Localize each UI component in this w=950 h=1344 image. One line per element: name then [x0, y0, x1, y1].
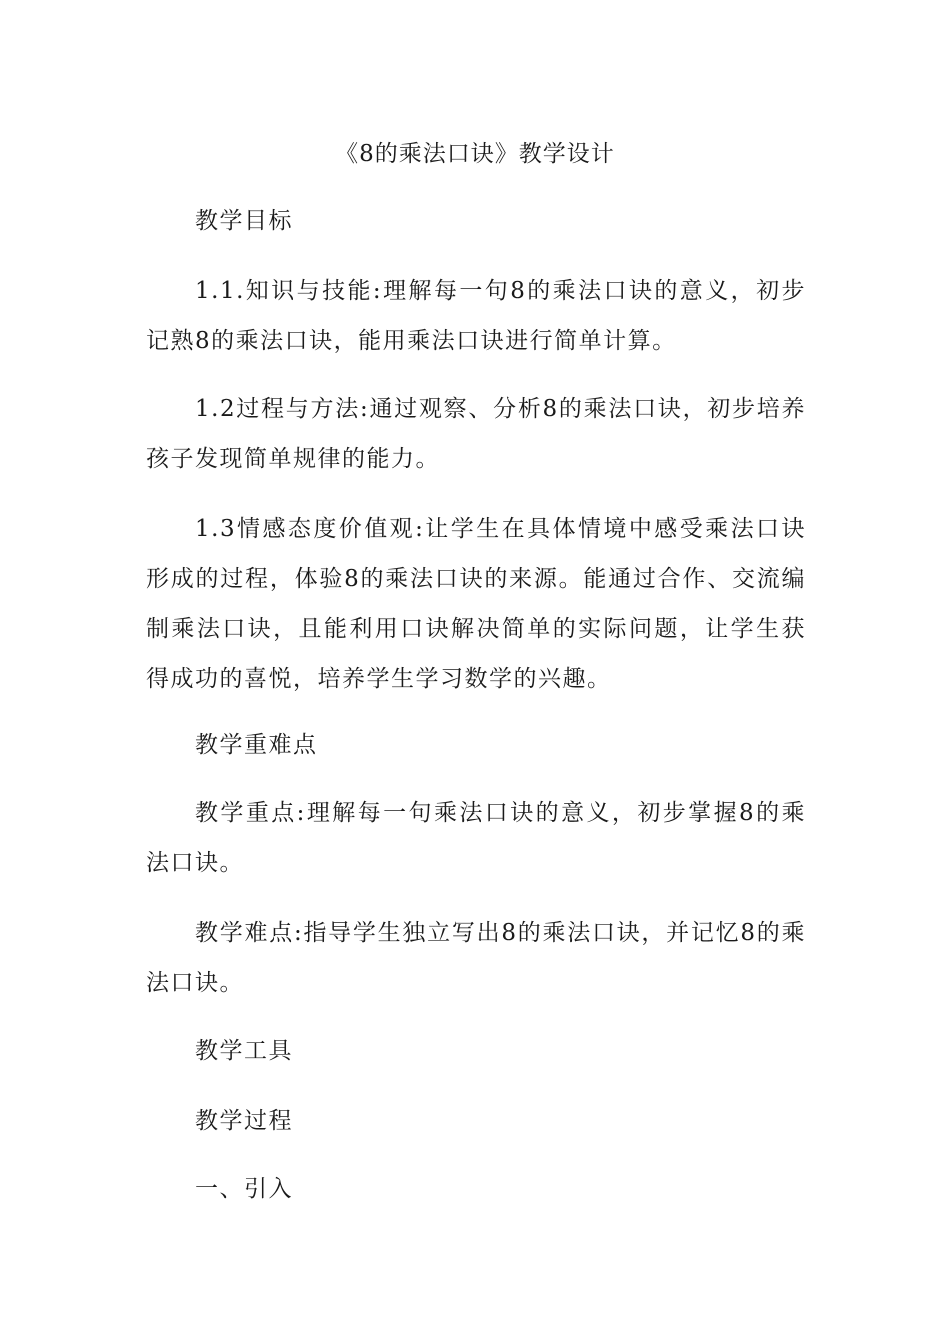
heading-teaching-process: 教学过程 [195, 1108, 293, 1134]
heading-teaching-tools: 教学工具 [195, 1038, 293, 1064]
document-title: 《8的乘法口诀》教学设计 [335, 141, 615, 167]
paragraph-teaching-difficulty: 教学难点:指导学生独立写出8的乘法口诀，并记忆8的乘法口诀。 [146, 920, 806, 996]
heading-introduction: 一、引入 [195, 1176, 293, 1202]
heading-key-difficulties: 教学重难点 [195, 732, 318, 758]
heading-teaching-objectives: 教学目标 [195, 208, 293, 234]
paragraph-knowledge-skills: 1.1.知识与技能:理解每一句8的乘法口诀的意义，初步记熟8的乘法口诀，能用乘法口诀进行简单计算。 [146, 278, 806, 354]
paragraph-process-method: 1.2过程与方法:通过观察、分析8的乘法口诀，初步培养孩子发现简单规律的能力。 [146, 396, 806, 472]
paragraph-teaching-focus: 教学重点:理解每一句乘法口诀的意义，初步掌握8的乘法口诀。 [146, 800, 806, 876]
paragraph-emotional-attitude: 1.3情感态度价值观:让学生在具体情境中感受乘法口诀形成的过程，体验8的乘法口诀的来源。能通过合作、交流编制乘法口诀，且能利用口诀解决简单的实际问题，让学生获得成功的喜悦，培养学生学习数学的兴趣。 [146, 516, 806, 692]
